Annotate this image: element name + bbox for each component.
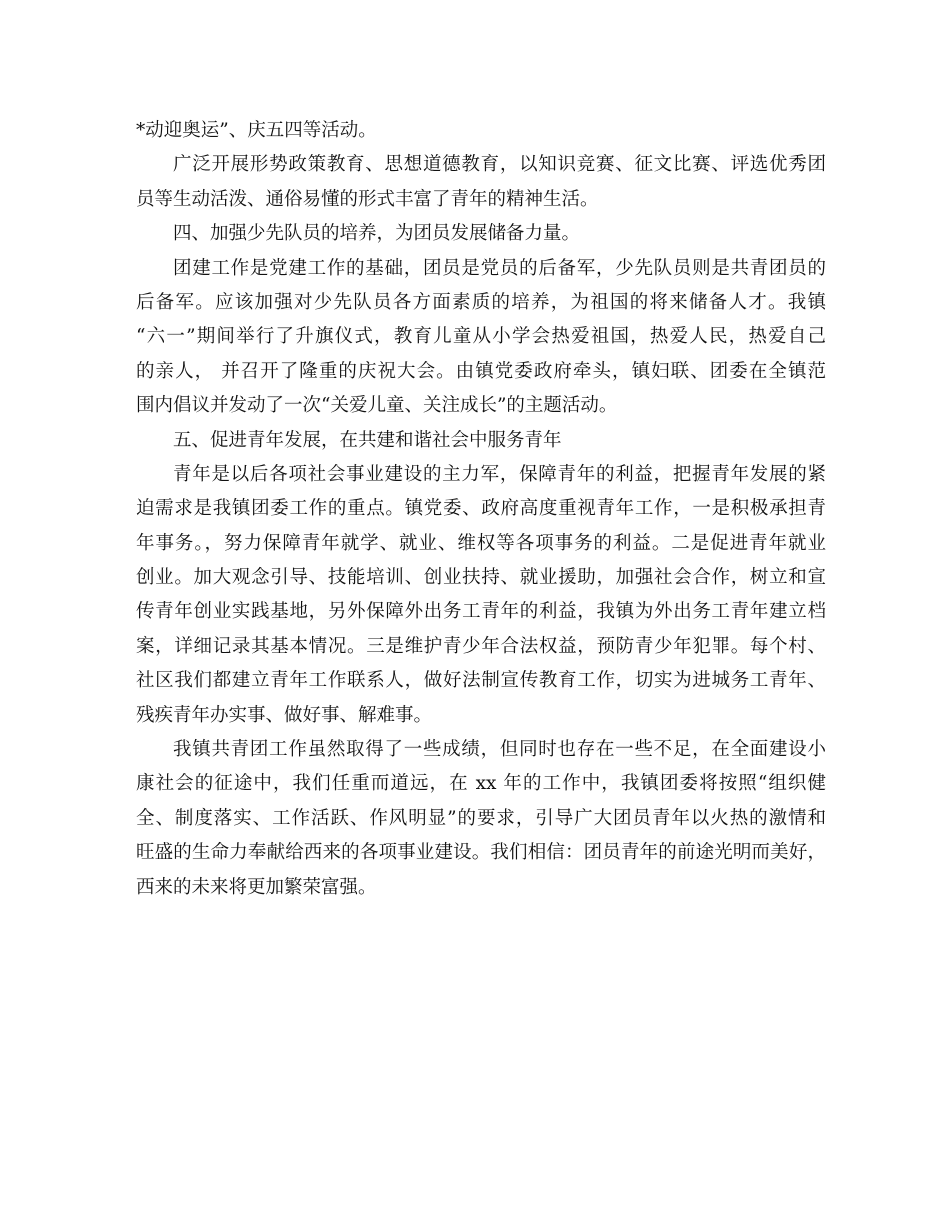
text-line-6: 后备军。应该加强对少先队员各方面素质的培养，为祖国的将来储备人才。我镇 (136, 291, 826, 313)
text-line-7: “六一”期间举行了升旗仪式，教育儿童从小学会热爱祖国，热爱人民，热爱自己 (136, 326, 826, 348)
text-line-23: 西来的未来将更加繁荣富强。 (136, 876, 377, 898)
paragraph-line-19: 我镇共青团工作虽然取得了一些成绩，但同时也存在一些不足，在全面建设小 (173, 739, 826, 761)
section-heading-5: 五、促进青年发展，在共建和谐社会中服务青年 (173, 429, 562, 451)
paragraph-line-11: 青年是以后各项社会事业建设的主力军，保障青年的利益，把握青年发展的紧 (173, 463, 826, 485)
text-line-1: *动迎奥运”、庆五四等活动。 (136, 120, 377, 141)
text-line-18: 残疾青年办实事、做好事、解难事。 (136, 704, 433, 726)
text-line-8: 的亲人， 并召开了隆重的庆祝大会。由镇党委政府牵头，镇妇联、团委在全镇范 (136, 360, 826, 382)
document-body (136, 114, 826, 905)
text-line-14: 创业。加大观念引导、技能培训、创业扶持、就业援助，加强社会合作，树立和宣 (136, 567, 826, 589)
text-line-15: 传青年创业实践基地，另外保障外出务工青年的利益，我镇为外出务工青年建立档 (136, 601, 826, 623)
text-line-22: 旺盛的生命力奉献给西来的各项事业建设。我们相信：团员青年的前途光明而美好， (136, 842, 826, 864)
text-line-12: 迫需求是我镇团委工作的重点。镇党委、政府高度重视青年工作，一是积极承担青 (136, 498, 826, 520)
paragraph-line-5: 团建工作是党建工作的基础，团员是党员的后备军，少先队员则是共青团员的 (173, 257, 826, 279)
section-heading-4: 四、加强少先队员的培养，为团员发展储备力量。 (173, 223, 581, 245)
text-line-9: 围内倡议并发动了一次“关爱儿童、关注成长”的主题活动。 (136, 395, 618, 417)
text-line-20: 康社会的征途中，我们任重而道远，在 xx 年的工作中，我镇团委将按照“组织健 (136, 773, 826, 795)
text-line-13: 年事务。，努力保障青年就学、就业、维权等各项事务的利益。二是促进青年就业 (136, 532, 826, 554)
text-line-17: 社区我们都建立青年工作联系人，做好法制宣传教育工作，切实为进城务工青年、 (136, 670, 826, 692)
text-line-3: 员等生动活泼、通俗易懂的形式丰富了青年的精神生活。 (136, 188, 599, 210)
paragraph-line-2: 广泛开展形势政策教育、思想道德教育，以知识竞赛、征文比赛、评选优秀团 (173, 154, 826, 176)
text-line-16: 案，详细记录其基本情况。三是维护青少年合法权益，预防青少年犯罪。每个村、 (136, 635, 826, 657)
text-line-21: 全、制度落实、工作活跃、作风明显”的要求，引导广大团员青年以火热的激情和 (136, 807, 826, 829)
